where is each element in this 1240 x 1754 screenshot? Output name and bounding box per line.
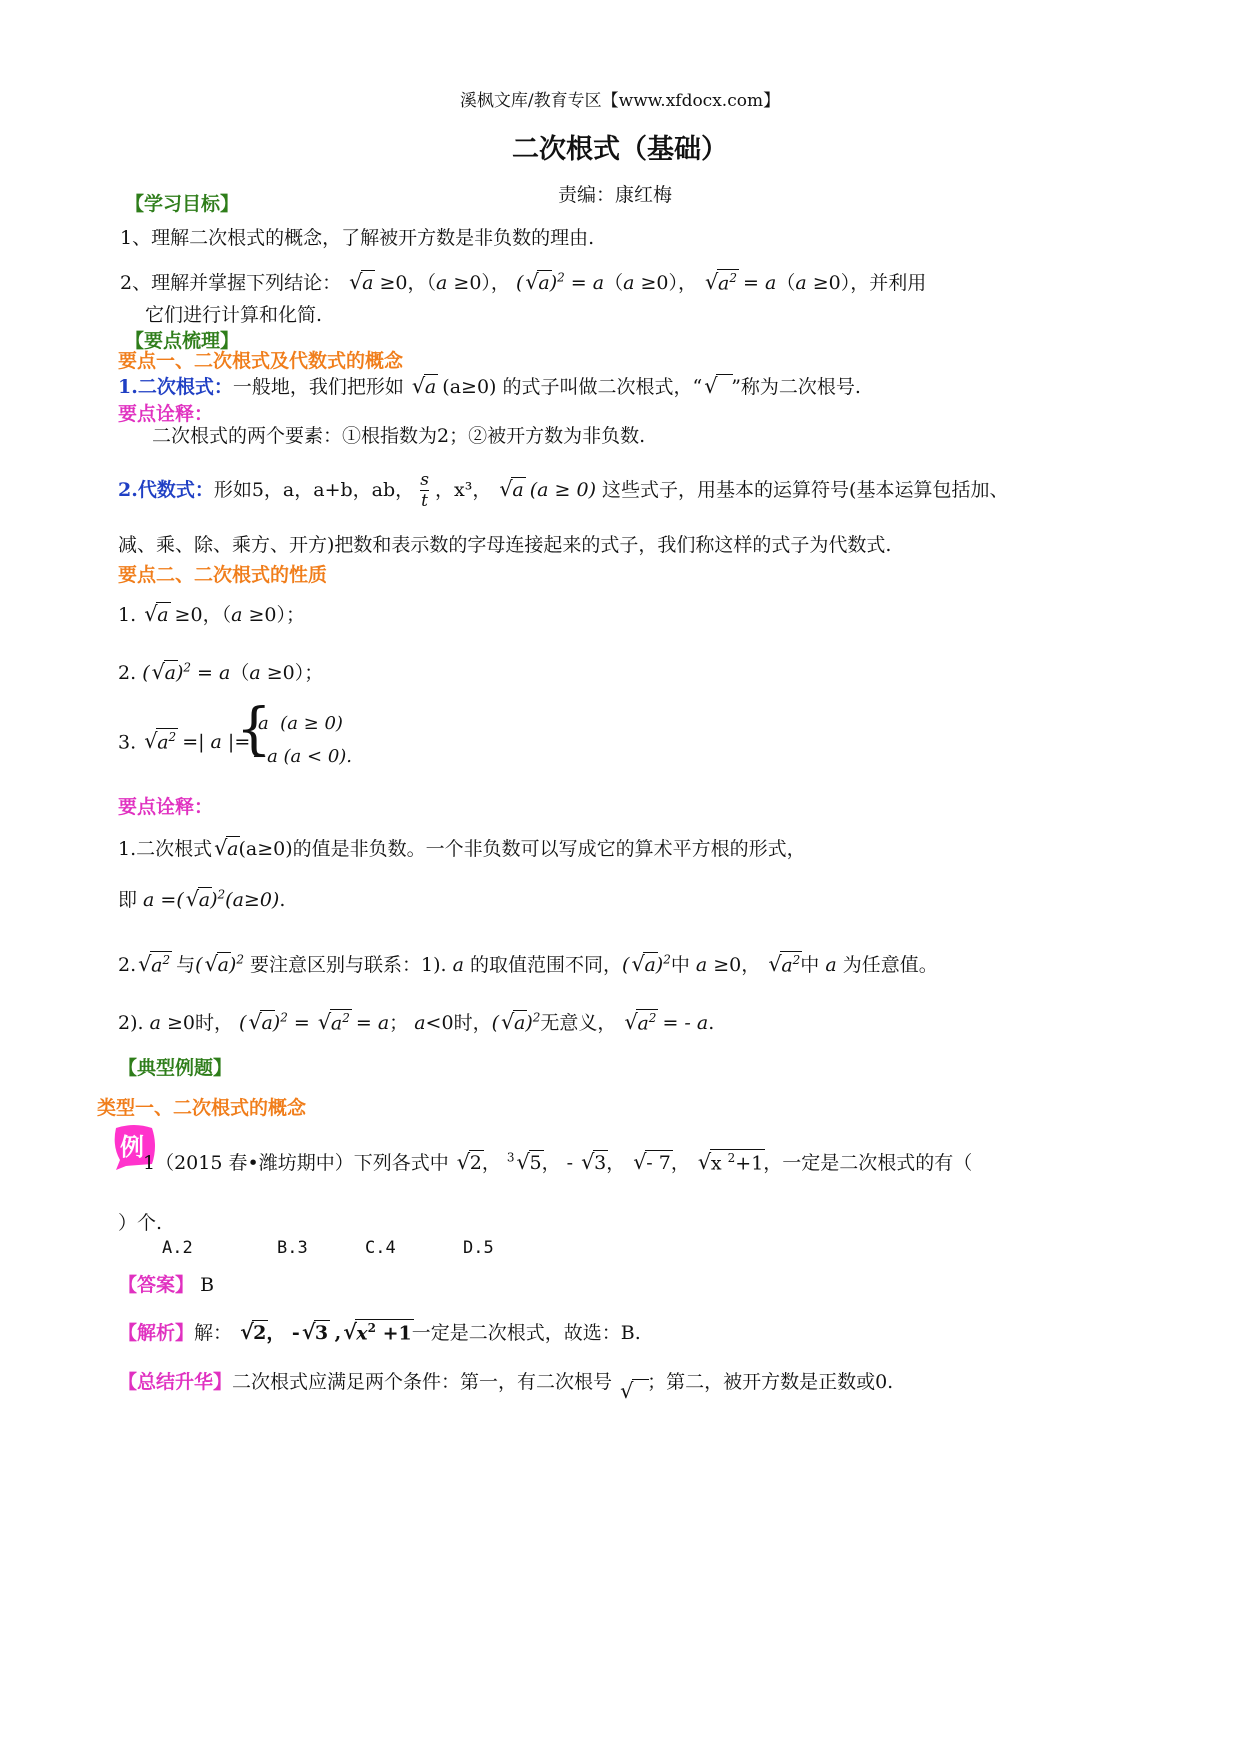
piecewise-case-1: a (a ≥ 0): [258, 713, 343, 734]
option-b: B.3: [277, 1238, 308, 1258]
property-2: 2. ( √ a)$^2$ = a（a ≥0）；: [118, 660, 324, 684]
note-2-item-2: 2. √ $a^2$ 与( √ a)$^2$ 要注意区别与联系：1). a 的取值范围不同，( √ a)$^2$中 a ≥0， √ $a^2$中 a 为任意值。: [118, 952, 938, 976]
examples-heading: 【典型例题】: [118, 1057, 233, 1079]
goal-item-2-cont: 它们进行计算和化简.: [145, 304, 323, 326]
type-1-heading: 类型一、二次根式的概念: [97, 1097, 307, 1119]
goals-heading: 【学习目标】: [125, 193, 240, 215]
analysis-line: 【解析】解： √ 2， - √ 3 , √ $x^2 +1$一定是二次根式，故选：B.: [118, 1319, 641, 1344]
property-1: 1. √ a ≥0，（a ≥0）；: [118, 602, 305, 626]
definition-algebraic: 2.代数式：形如5，a，a+b，ab， $\frac{s}{t}$ ，x³， √ a (a ≥ 0) 这些式子，用基本的运算符号(基本运算包括加、: [118, 470, 1009, 512]
option-a: A.2: [162, 1238, 193, 1258]
piecewise-case-2: −a (a < 0).: [252, 746, 353, 767]
note-1-text: 二次根式的两个要素：①根指数为2；②被开方数为非负数.: [152, 425, 646, 447]
note-label-2: 要点诠释：: [118, 796, 214, 818]
note-2-item-1-cont: 即 a =( √ a)$^2$(a≥0).: [118, 887, 286, 911]
question-1-cont: ）个.: [118, 1212, 163, 1234]
property-3: 3. √ $a^2$ =| a |=: [118, 729, 251, 754]
note-2-item-3: 2). a ≥0时， ( √ a)$^2$ = √ $a^2 = a$； a<0时，( √ a)$^2$无意义， √ $a^2$ = - a.: [118, 1010, 715, 1034]
note-label-1: 要点诠释：: [118, 403, 214, 425]
options-row: [162, 1238, 578, 1258]
note-2-item-1: 1.二次根式 √ a(a≥0)的值是非负数。一个非负数可以写成它的算术平方根的形式，: [118, 836, 806, 860]
editor-line: 责编：康红梅: [558, 184, 673, 206]
summary-line: 【总结升华】二次根式应满足两个条件：第一，有二次根号 √ ；第二，被开方数是正数或0.: [118, 1371, 894, 1403]
option-d: D.5: [463, 1238, 494, 1258]
svg-text:例: 例: [120, 1133, 144, 1161]
site-header: 溪枫文库/教育专区【www.xfdocx.com】: [459, 91, 781, 111]
question-1: 1（2015 春•潍坊期中）下列各式中 √ 2， $^3$ √ 5， - √ 3， √ - 7， √ x $^2$+1，一定是二次根式的有（: [143, 1150, 973, 1174]
definition-radical: 1.二次根式：一般地，我们把形如 √ a (a≥0) 的式子叫做二次根式，“ √ ”称为二次根号.: [118, 374, 861, 398]
answer-line: 【答案】 B: [118, 1274, 215, 1296]
goal-item-2: 2、理解并掌握下列结论： √ a ≥0，（a ≥0）， ( √ a)$^2$ = a（a ≥0）， √ $a^2 = a(a \ge 0)$，并利用: [120, 270, 927, 294]
section-2-heading: 要点二、二次根式的性质: [118, 564, 328, 586]
goal-item-1: 1、理解二次根式的概念，了解被开方数是非负数的理由.: [120, 227, 595, 249]
section-1-heading: 要点一、二次根式及代数式的概念: [118, 350, 404, 372]
points-heading: 【要点梳理】: [125, 330, 240, 352]
option-c: C.4: [365, 1238, 396, 1258]
definition-algebraic-cont: 减、乘、除、乘方、开方)把数和表示数的字母连接起来的式子，我们称这样的式子为代数式.: [118, 534, 892, 556]
piecewise-brace: {: [236, 697, 272, 762]
page-title: 二次根式（基础）: [512, 134, 728, 165]
